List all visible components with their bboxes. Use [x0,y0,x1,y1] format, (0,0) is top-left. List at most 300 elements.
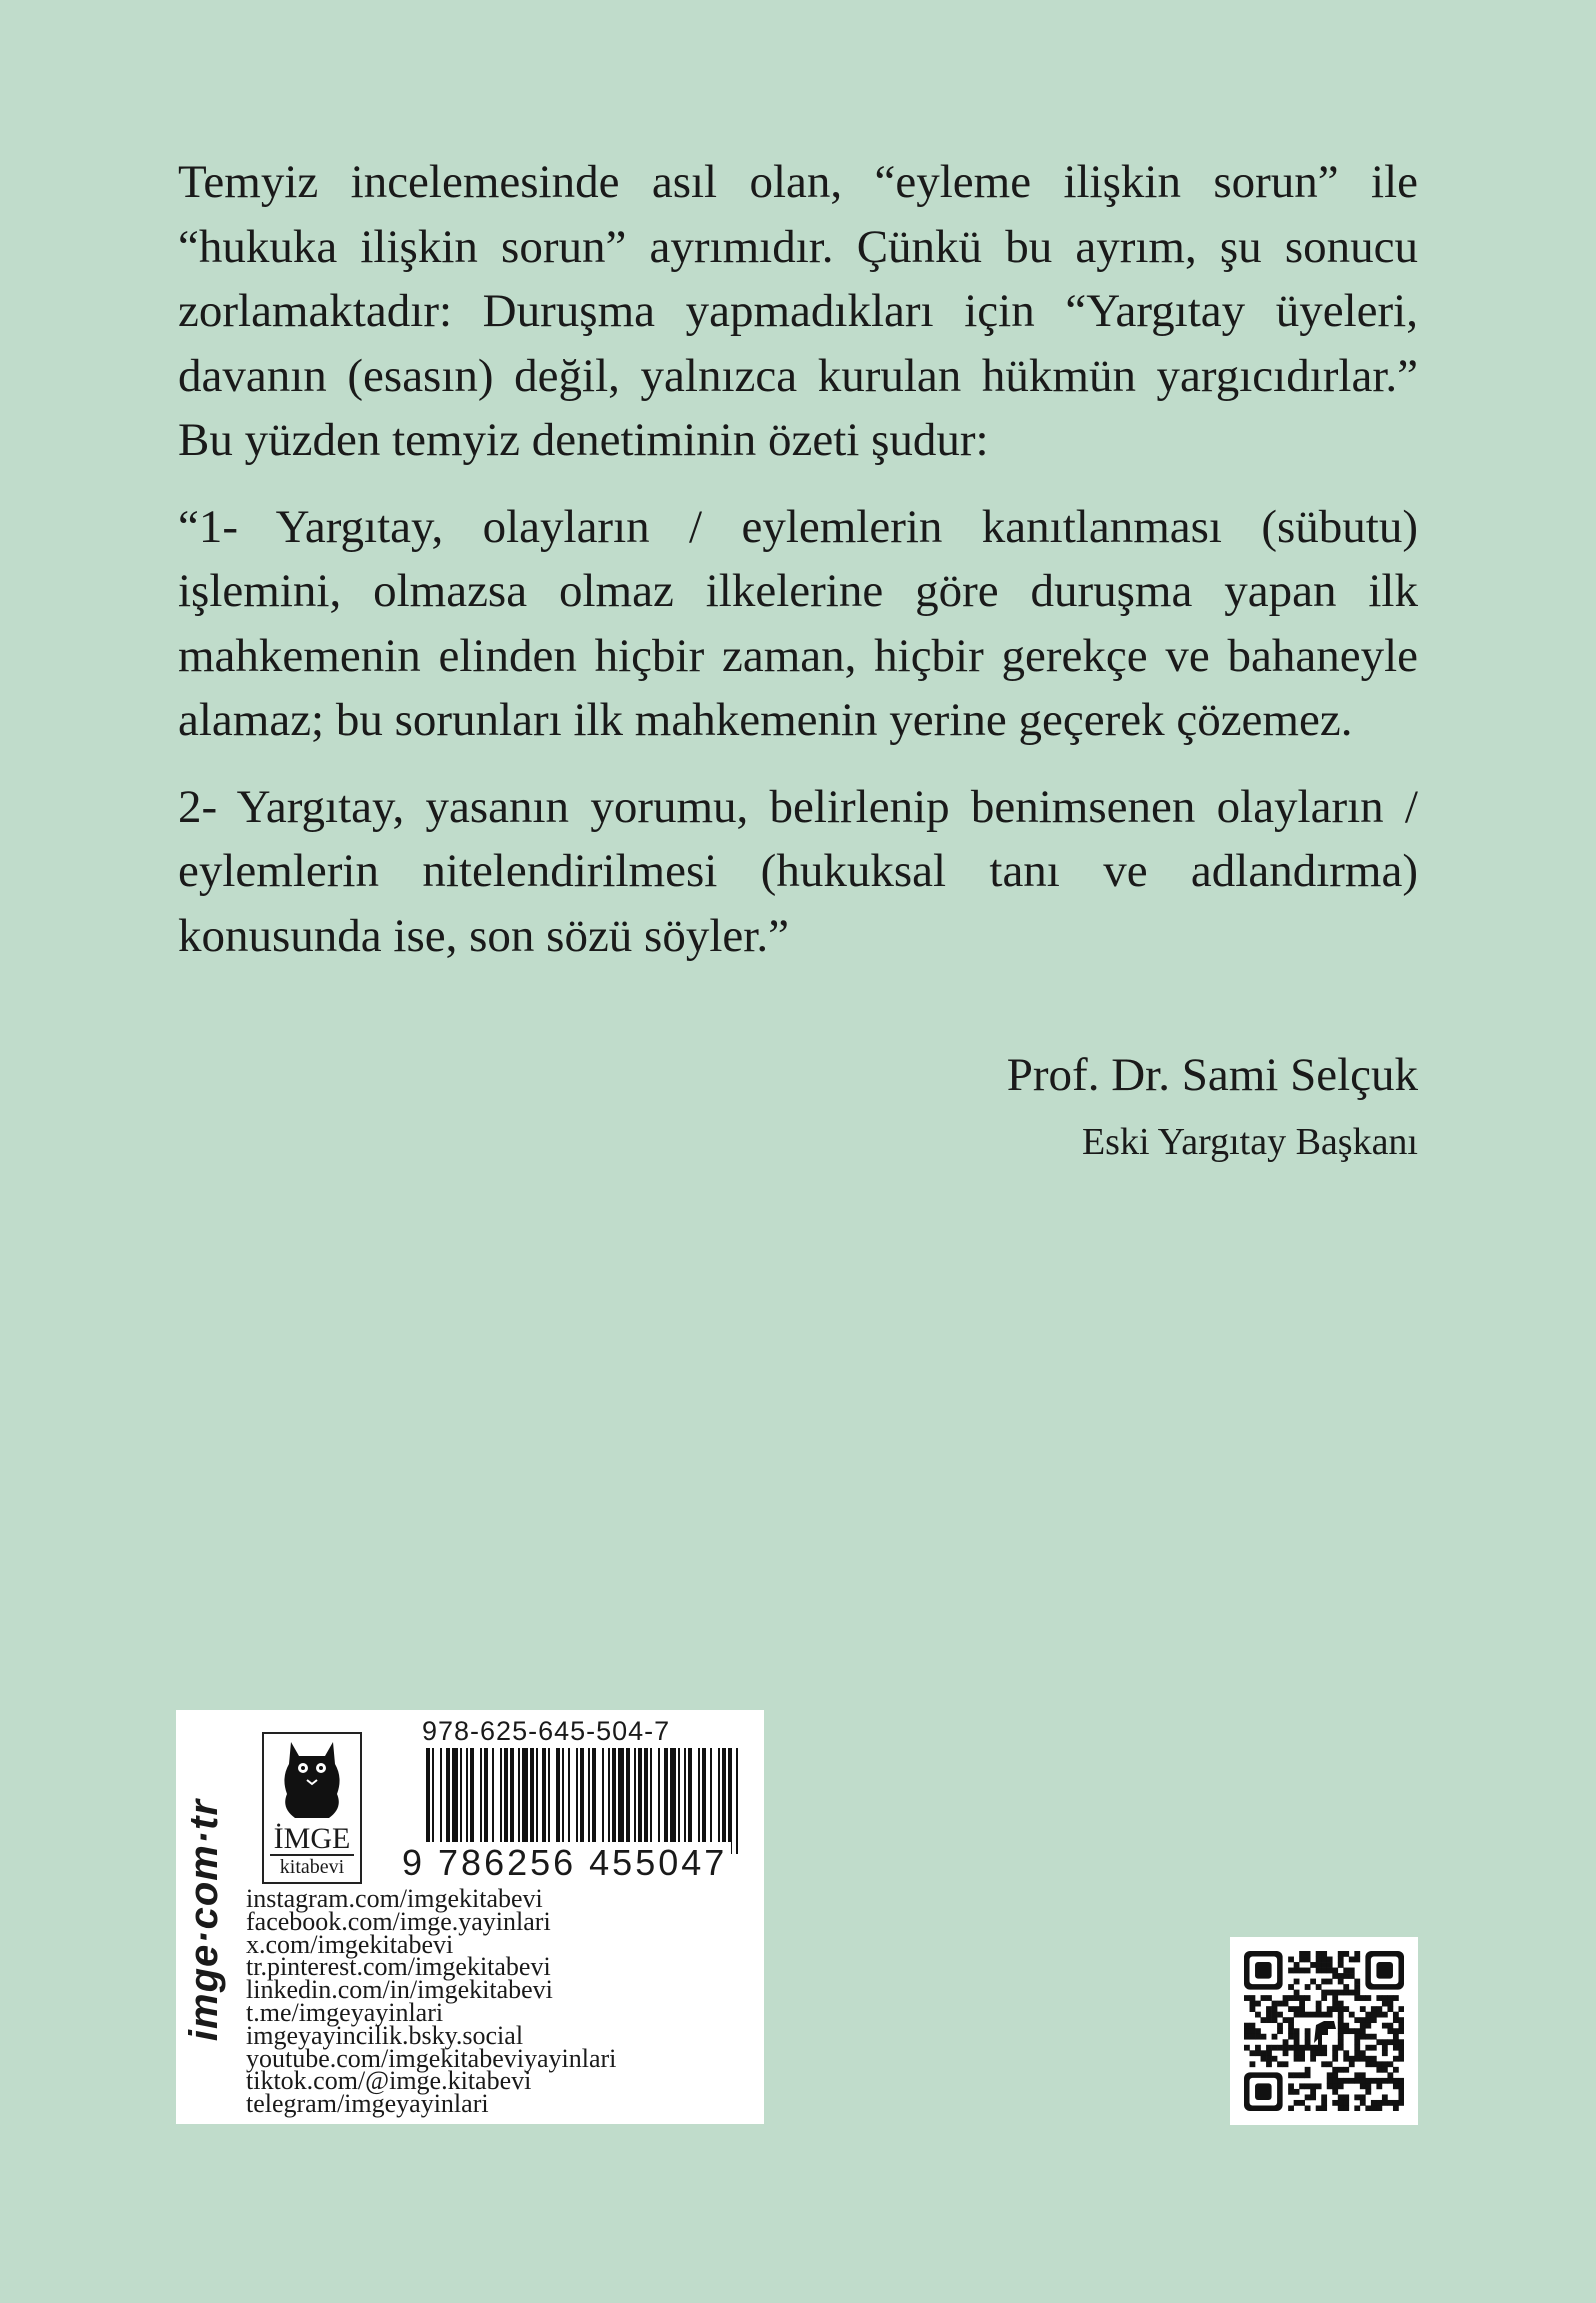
qr-module [1343,1968,1349,1974]
qr-module [1371,2105,1377,2111]
barcode-bar [518,1748,520,1854]
barcode-bar [510,1748,514,1854]
barcode-bar [446,1748,450,1854]
qr-module [1316,1957,1322,1963]
qr-module [1321,1951,1327,1957]
barcode-bar [460,1748,462,1854]
qr-module [1332,2072,1338,2078]
qr-module [1294,2012,1300,2018]
qr-finder [1255,1962,1272,1979]
social-link[interactable]: facebook.com/imge.yayinlari [246,1906,551,1936]
qr-module [1360,2023,1366,2029]
qr-module [1321,2061,1327,2067]
qr-module [1365,2089,1371,2095]
qr-module [1277,2045,1283,2051]
qr-module [1272,2017,1278,2023]
qr-module [1288,1968,1294,1974]
qr-module [1310,1979,1316,1985]
qr-module [1349,2078,1355,2084]
qr-code-icon [1244,1951,1404,2111]
barcode-bar [736,1748,738,1854]
barcode-bar [602,1748,604,1854]
qr-module [1327,1962,1333,1968]
qr-module [1299,1957,1305,1963]
qr-module [1310,2089,1316,2095]
qr-module [1349,1957,1355,1963]
barcode-bar [470,1748,474,1854]
qr-module [1294,1968,1300,1974]
qr-module [1354,2039,1360,2045]
qr-module [1349,2028,1355,2034]
qr-module [1360,2056,1366,2062]
social-link[interactable]: instagram.com/imgekitabevi [246,1884,543,1913]
qr-module [1382,2078,1388,2084]
qr-module [1250,2028,1256,2034]
paragraph-2: “1- Yargıtay, olayların / eylemlerin kanıtlanması (sübutu) işlemini, olmazsa olmaz ilkelerine göre duruşma yapan ilk mahkemenin elinden hiçbir zaman, hiçbir gerekçe ve bahaneyle alamaz; bu sorunları ilk mahkemenin yerine geçerek çözemez. [178,500,1418,746]
barcode-bar [684,1748,686,1854]
qr-module [1294,1990,1300,1996]
cat-icon [277,1738,347,1822]
qr-module [1354,1957,1360,1963]
qr-module [1272,2001,1278,2007]
qr-module [1299,2100,1305,2106]
qr-module [1365,2023,1371,2029]
qr-module [1365,2056,1371,2062]
qr-module [1310,2012,1316,2018]
qr-module [1305,1951,1311,1957]
qr-module [1299,2006,1305,2012]
qr-module [1393,2100,1399,2106]
qr-module [1294,2056,1300,2062]
barcode-bar [722,1748,726,1854]
social-link[interactable]: tr.pinterest.com/imgekitabevi [246,1952,551,1982]
publisher-website: imge·com·tr [182,1798,226,2042]
qr-module [1338,1957,1344,1963]
social-link[interactable]: linkedin.com/in/imgekitabevi [246,1975,553,2005]
qr-module [1338,1951,1344,1957]
qr-module [1250,2001,1256,2007]
qr-module [1354,2072,1360,2078]
qr-module [1398,2100,1404,2106]
qr-module [1316,2083,1322,2089]
barcode-bar [644,1748,648,1854]
barcode-bar [480,1748,482,1854]
logo-subtitle: kitabevi [270,1854,354,1878]
qr-module [1266,2012,1272,2018]
barcode-bar [678,1748,680,1854]
qr-module [1294,2100,1300,2106]
barcode-bar [530,1748,534,1854]
qr-module [1288,1995,1294,2001]
qr-module [1321,1957,1327,1963]
qr-module [1393,2078,1399,2084]
qr-dino-logo [1314,2021,1336,2047]
social-link[interactable]: youtube.com/imgekitabeviyayinlari [246,2043,617,2073]
qr-module [1294,2072,1300,2078]
qr-module [1310,2083,1316,2089]
qr-module [1305,1957,1311,1963]
social-link[interactable]: imgeyayincilik.bsky.social [246,2020,524,2050]
qr-module [1338,2023,1344,2029]
isbn-digits: 9 786256 455047 [398,1842,731,1884]
logo-name: İMGE [273,1822,351,1855]
qr-module [1321,1979,1327,1985]
qr-module [1382,2061,1388,2067]
qr-module [1255,2001,1261,2007]
qr-module [1371,2034,1377,2040]
qr-module [1288,1984,1294,1990]
qr-module [1382,1995,1388,2001]
qr-module [1327,1990,1333,1996]
qr-module [1294,1979,1300,1985]
qr-module [1288,2034,1294,2040]
qr-module [1327,1979,1333,1985]
barcode-bar [702,1748,706,1854]
qr-module [1349,2061,1355,2067]
qr-module [1343,1951,1349,1957]
qr-module [1387,2006,1393,2012]
qr-module [1321,2094,1327,2100]
barcode-bar [426,1748,430,1854]
barcode-bar [536,1748,538,1854]
qr-module [1376,2061,1382,2067]
qr-module [1360,2034,1366,2040]
qr-module [1365,2045,1371,2051]
qr-code[interactable] [1230,1937,1418,2125]
qr-module [1244,2023,1250,2029]
qr-module [1398,2094,1404,2100]
qr-module [1327,2078,1333,2084]
qr-module [1272,2056,1278,2062]
qr-module [1250,2023,1256,2029]
qr-module [1338,1979,1344,1985]
qr-module [1387,2061,1393,2067]
qr-module [1354,1979,1360,1985]
qr-module [1272,2034,1278,2040]
barcode-bar [650,1748,652,1854]
qr-module [1305,2072,1311,2078]
qr-module [1294,1995,1300,2001]
qr-module [1387,2028,1393,2034]
qr-module [1387,2078,1393,2084]
qr-module [1371,2056,1377,2062]
qr-module [1332,2001,1338,2007]
qr-module [1310,2050,1316,2056]
qr-module [1382,2094,1388,2100]
qr-module [1354,2105,1360,2111]
qr-module [1255,2045,1261,2051]
qr-module [1393,2028,1399,2034]
qr-module [1376,2006,1382,2012]
qr-module [1266,2006,1272,2012]
qr-module [1299,2072,1305,2078]
qr-module [1321,2045,1327,2051]
barcode-bar [580,1748,584,1854]
qr-module [1382,2067,1388,2073]
qr-module [1360,2006,1366,2012]
qr-module [1277,2023,1283,2029]
qr-module [1332,1990,1338,1996]
qr-module [1354,2017,1360,2023]
qr-module [1288,2072,1294,2078]
barcode-bar [728,1748,732,1854]
qr-module [1365,2105,1371,2111]
qr-module [1343,2067,1349,2073]
qr-module [1332,1968,1338,1974]
qr-finder [1376,1962,1393,1979]
qr-module [1398,2078,1404,2084]
qr-module [1338,2045,1344,2051]
qr-module [1354,2034,1360,2040]
qr-module [1244,1995,1250,2001]
qr-module [1299,2056,1305,2062]
qr-module [1393,1995,1399,2001]
qr-module [1376,2012,1382,2018]
qr-module [1343,2023,1349,2029]
qr-module [1382,2045,1388,2051]
qr-module [1365,2061,1371,2067]
qr-module [1327,1957,1333,1963]
qr-module [1398,2045,1404,2051]
qr-module [1354,1995,1360,2001]
qr-module [1316,2001,1322,2007]
qr-module [1354,2050,1360,2056]
barcode-bar [618,1748,624,1854]
qr-module [1305,1995,1311,2001]
barcode-bar [664,1748,668,1854]
back-cover-text [178,150,1418,990]
qr-module [1398,2056,1404,2062]
qr-module [1266,2061,1272,2067]
barcode [422,1748,744,1854]
qr-module [1398,2006,1404,2012]
social-links [246,1884,617,2119]
qr-module [1310,2094,1316,2100]
qr-module [1294,2006,1300,2012]
qr-module [1299,1968,1305,1974]
qr-module [1371,2012,1377,2018]
qr-module [1387,2023,1393,2029]
qr-module [1371,2017,1377,2023]
qr-module [1387,1995,1393,2001]
qr-module [1316,2006,1322,2012]
qr-module [1283,2045,1289,2051]
qr-module [1349,1973,1355,1979]
qr-module [1354,2094,1360,2100]
barcode-bar [522,1748,528,1854]
qr-module [1371,2078,1377,2084]
qr-module [1338,2006,1344,2012]
qr-module [1376,2039,1382,2045]
qr-module [1283,2050,1289,2056]
qr-module [1393,2067,1399,2073]
qr-module [1343,2050,1349,2056]
qr-module [1283,2039,1289,2045]
qr-module [1343,1973,1349,1979]
qr-module [1338,2083,1344,2089]
qr-module [1288,2045,1294,2051]
qr-module [1321,2105,1327,2111]
barcode-bar [548,1748,550,1854]
barcode-bar [638,1748,642,1854]
qr-module [1382,2039,1388,2045]
qr-module [1288,2089,1294,2095]
qr-module [1244,2034,1250,2040]
qr-module [1299,1995,1305,2001]
barcode-bar [562,1748,564,1854]
barcode-bar [504,1748,508,1854]
qr-module [1338,1973,1344,1979]
qr-module [1360,2078,1366,2084]
barcode-bar [626,1748,630,1854]
qr-module [1316,2050,1322,2056]
qr-module [1294,2045,1300,2051]
qr-module [1299,2045,1305,2051]
qr-module [1354,2028,1360,2034]
barcode-bar [608,1748,610,1854]
social-link[interactable]: telegram/imgeyayinlari [246,2089,489,2119]
qr-module [1327,2006,1333,2012]
barcode-bar [698,1748,700,1854]
barcode-bar [612,1748,616,1854]
barcode-bar [658,1748,660,1854]
qr-module [1354,2078,1360,2084]
qr-module [1283,2061,1289,2067]
qr-module [1305,2012,1311,2018]
qr-module [1398,2089,1404,2095]
qr-module [1343,2078,1349,2084]
qr-module [1376,2105,1382,2111]
qr-module [1332,2050,1338,2056]
qr-module [1343,2105,1349,2111]
qr-module [1398,2017,1404,2023]
qr-module [1261,2017,1267,2023]
qr-module [1244,2028,1250,2034]
qr-module [1316,1962,1322,1968]
qr-module [1360,1995,1366,2001]
qr-module [1288,2028,1294,2034]
qr-module [1343,2056,1349,2062]
qr-module [1360,2100,1366,2106]
qr-module [1376,1995,1382,2001]
barcode-bar [440,1748,442,1854]
author-name: Prof. Dr. Sami Selçuk [1006,1049,1418,1101]
qr-module [1338,1990,1344,1996]
qr-module [1332,2100,1338,2106]
qr-module [1266,2050,1272,2056]
qr-module [1338,2028,1344,2034]
qr-module [1332,2045,1338,2051]
social-link[interactable]: tiktok.com/@imge.kitabevi [246,2066,532,2096]
barcode-bar [492,1748,494,1854]
qr-module [1316,2012,1322,2018]
qr-module [1327,2072,1333,2078]
qr-module [1338,2039,1344,2045]
qr-module [1338,1962,1344,1968]
qr-module [1354,1990,1360,1996]
qr-module [1332,2006,1338,2012]
qr-module [1294,2028,1300,2034]
barcode-bar [718,1748,720,1854]
qr-module [1250,2006,1256,2012]
qr-module [1327,2012,1333,2018]
qr-module [1365,2017,1371,2023]
qr-module [1332,2089,1338,2095]
qr-module [1316,1968,1322,1974]
qr-module [1305,2105,1311,2111]
qr-module [1360,2028,1366,2034]
qr-module [1299,1951,1305,1957]
qr-module [1343,1990,1349,1996]
qr-module [1255,2012,1261,2018]
qr-module [1393,2012,1399,2018]
qr-module [1316,2105,1322,2111]
qr-module [1321,2050,1327,2056]
qr-module [1382,2100,1388,2106]
social-link[interactable]: x.com/imgekitabevi [246,1929,454,1959]
barcode-bar [688,1748,692,1854]
qr-module [1382,2023,1388,2029]
qr-module [1371,2045,1377,2051]
qr-module [1349,2012,1355,2018]
qr-module [1371,2061,1377,2067]
qr-module [1305,2094,1311,2100]
qr-module [1255,2028,1261,2034]
qr-module [1299,2083,1305,2089]
qr-module [1354,1984,1360,1990]
qr-module [1382,2050,1388,2056]
qr-module [1332,1995,1338,2001]
barcode-bar [500,1748,502,1854]
barcode-bar [432,1748,434,1854]
qr-module [1398,2023,1404,2029]
barcode-bar [484,1748,488,1854]
qr-module [1360,2050,1366,2056]
barcode-bar [592,1748,596,1854]
qr-module [1393,2039,1399,2045]
qr-module [1393,2034,1399,2040]
qr-module [1288,2083,1294,2089]
qr-module [1354,1951,1360,1957]
qr-module [1266,1995,1272,2001]
qr-module [1310,1962,1316,1968]
qr-module [1371,2100,1377,2106]
qr-module [1387,2100,1393,2106]
qr-module [1338,2105,1344,2111]
qr-module [1332,2078,1338,2084]
qr-module [1305,2067,1311,2073]
qr-module [1321,1990,1327,1996]
qr-module [1327,2083,1333,2089]
qr-module [1299,2050,1305,2056]
qr-module [1255,2050,1261,2056]
qr-module [1343,2028,1349,2034]
qr-module [1371,2006,1377,2012]
qr-module [1321,2100,1327,2106]
qr-module [1288,1957,1294,1963]
qr-module [1349,2056,1355,2062]
qr-module [1343,1984,1349,1990]
qr-module [1277,2028,1283,2034]
qr-module [1365,1995,1371,2001]
qr-module [1283,1995,1289,2001]
qr-module [1294,2034,1300,2040]
barcode-bar [568,1748,570,1854]
social-link[interactable]: t.me/imgeyayinlari [246,1997,444,2027]
qr-module [1382,2001,1388,2007]
qr-module [1332,2056,1338,2062]
qr-module [1387,2039,1393,2045]
